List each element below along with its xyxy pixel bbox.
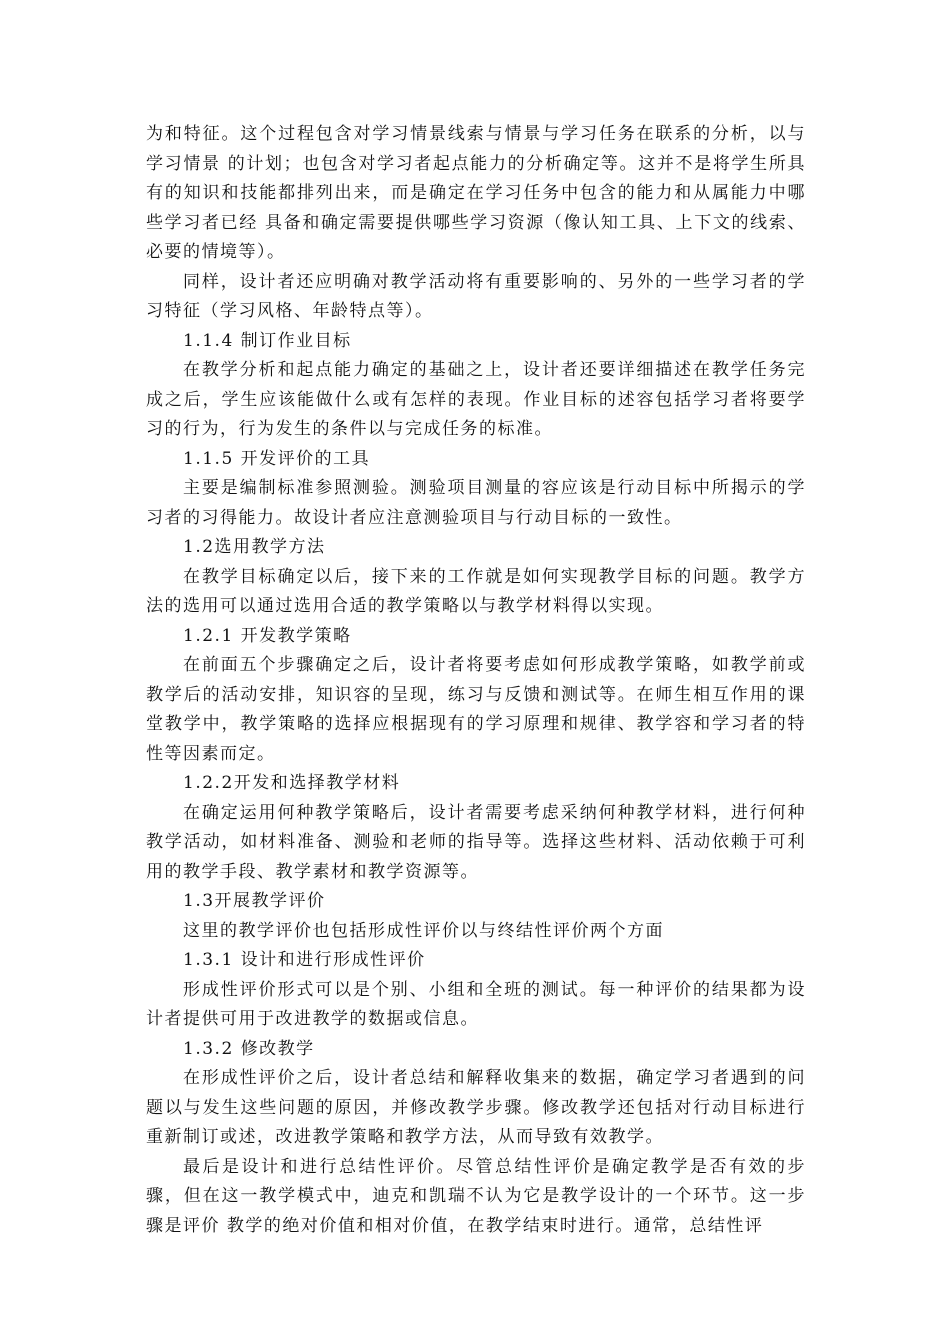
- section-heading-1-2-2: 1.2.2开发和选择教学材料: [183, 773, 401, 793]
- paragraph-formative-evaluation: 形成性评价形式可以是个别、小组和全班的测试。每一种评价的结果都为设计者提供可用于改进教学的数据或信息。: [146, 979, 806, 1029]
- paragraph-performance-objectives: 在教学分析和起点能力确定的基础之上，设计者还要详细描述在教学任务完成之后，学生应该能做什么或有怎样的表现。作业目标的述容包括学习者将要学习的行为，行为发生的条件以与完成任务的标准。: [146, 360, 806, 439]
- paragraph-evaluation-overview: 这里的教学评价也包括形成性评价以与终结性评价两个方面: [183, 920, 664, 941]
- section-heading-1-2: 1.2选用教学方法: [183, 537, 326, 557]
- paragraph-summative-evaluation: 最后是设计和进行总结性评价。尽管总结性评价是确定教学是否有效的步骤，但在这一教学模式中，迪克和凯瑞不认为它是教学设计的一个环节。这一步骤是评价 教学的绝对价值和相对价值，在教学结束时进行。通常，总结性评: [146, 1156, 806, 1236]
- paragraph-continued: 为和特征。这个过程包含对学习情景线索与情景与学习任务在联系的分析，以与学习情景 的计划；也包含对学习者起点能力的分析确定等。这并不是将学生所具有的知识和技能都排列出来，而是确定在学习任务中包含的能力和从属能力中哪些学习者已经 具备和确定需要提供哪些学习资源（像认知工具、上下文的线索、必要的情境等）。: [146, 124, 806, 262]
- section-heading-1-1-4: 1.1.4 制订作业目标: [183, 330, 352, 351]
- section-heading-1-3: 1.3开展教学评价: [183, 891, 326, 911]
- paragraph-teaching-methods: 在教学目标确定以后，接下来的工作就是如何实现教学目标的问题。教学方法的选用可以通过选用合适的教学策略以与教学材料得以实现。: [146, 566, 806, 616]
- section-heading-1-2-1: 1.2.1 开发教学策略: [183, 625, 352, 646]
- paragraph-teaching-materials: 在确定运用何种教学策略后，设计者需要考虑采纳何种教学材料，进行何种教学活动，如材料准备、测验和老师的指导等。选择这些材料、活动依赖于可利用的教学手段、教学素材和教学资源等。: [146, 802, 806, 882]
- document-page: [146, 120, 806, 1241]
- section-heading-1-3-1: 1.3.1 设计和进行形成性评价: [183, 950, 426, 970]
- paragraph-learner-traits: 同样，设计者还应明确对教学活动将有重要影响的、另外的一些学习者的学习特征（学习风格、年龄特点等）。: [146, 271, 806, 321]
- paragraph-teaching-strategy: 在前面五个步骤确定之后，设计者将要考虑如何形成教学策略，如教学前或教学后的活动安排，知识容的呈现，练习与反馈和测试等。在师生相互作用的课堂教学中，教学策略的选择应根据现有的学习原理和规律、教学容和学习者的特性等因素而定。: [146, 655, 806, 764]
- paragraph-revise-instruction: 在形成性评价之后，设计者总结和解释收集来的数据，确定学习者遇到的问题以与发生这些问题的原因，并修改教学步骤。修改教学还包括对行动目标进行重新制订或述，改进教学策略和教学方法，从而导致有效教学。: [146, 1068, 806, 1147]
- section-heading-1-1-5: 1.1.5 开发评价的工具: [183, 448, 371, 469]
- paragraph-assessment-tools: 主要是编制标准参照测验。测验项目测量的容应该是行动目标中所揭示的学习者的习得能力。故设计者应注意测验项目与行动目标的一致性。: [146, 478, 806, 528]
- section-heading-1-3-2: 1.3.2 修改教学: [183, 1038, 315, 1059]
